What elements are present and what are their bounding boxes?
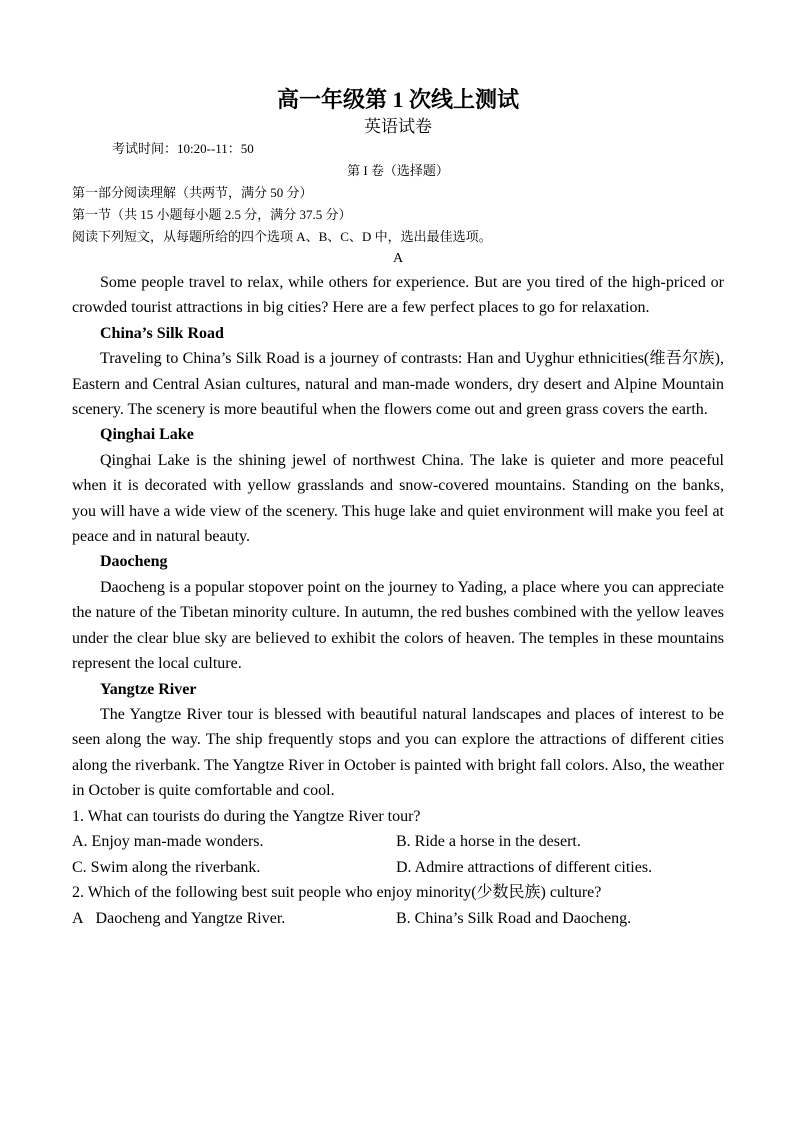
question-2: [72, 880, 724, 931]
intro-paragraph: Some people travel to relax, while others for experience. But are you tired of the high-priced or crowded tourist attractions in big cities? Here are a few perfect places to go for relaxation.: [72, 274, 724, 317]
place-silk-road: [72, 321, 724, 423]
instructions: 阅读下列短文，从每题所给的四个选项 A、B、C、D 中，选出最佳选项。: [72, 229, 492, 244]
place-heading: Yangtze River: [100, 680, 197, 698]
question-1: [72, 804, 724, 881]
option-a: A. Enjoy man-made wonders.: [72, 833, 264, 851]
place-heading: Qinghai Lake: [100, 426, 194, 444]
option-row: [72, 829, 724, 855]
place-paragraph: Traveling to China’s Silk Road is a journey of contrasts: Han and Uyghur ethnicities(维吾尔族), Eastern and Central Asian cultures, natural and man-made wonders, dry desert and Alpine Mountain scenery. The scenery is more beautiful when the flowers come out and green grass covers the earth.: [72, 350, 724, 419]
option-c: C. Swim along the riverbank.: [72, 858, 261, 876]
place-paragraph: Qinghai Lake is the shining jewel of northwest China. The lake is quieter and more peaceful when it is decorated with yellow grasslands and snow-covered mountains. Standing on the banks, you will have a wide view of the scenery. This huge lake and quiet environment will make you feel at peace and in natural beauty.: [72, 451, 724, 546]
question-stem: 2. Which of the following best suit people who enjoy minority(少数民族) culture?: [72, 884, 602, 902]
option-a: A Daocheng and Yangtze River.: [72, 909, 286, 927]
exam-time: 考试时间：10:20--11：50: [112, 141, 254, 156]
option-b: B. China’s Silk Road and Daocheng.: [396, 909, 632, 927]
place-daocheng: [72, 549, 724, 676]
place-paragraph: Daocheng is a popular stopover point on the journey to Yading, a place where you can appreciate the nature of the Tibetan minority culture. In autumn, the red bushes combined with the yellow leaves under the clear blue sky are believed to exhibit the colors of heaven. The temples in these mountains represent the local culture.: [72, 578, 724, 673]
place-heading: Daocheng: [100, 553, 168, 571]
option-b: B. Ride a horse in the desert.: [396, 833, 581, 851]
option-d: D. Admire attractions of different cities.: [396, 858, 653, 876]
passage-letter: A: [392, 251, 404, 266]
section-one-heading: 第一节（共 15 小题每小题 2.5 分，满分 37.5 分）: [72, 207, 352, 222]
place-heading: China’s Silk Road: [100, 324, 224, 342]
question-stem: 1. What can tourists do during the Yangtze River tour?: [72, 807, 421, 825]
part-one-heading: 第一部分阅读理解（共两节，满分 50 分）: [72, 185, 313, 200]
exam-title: 高一年级第 1 次线上测试: [276, 87, 519, 112]
place-paragraph: The Yangtze River tour is blessed with beautiful natural landscapes and places of interest to be seen along the way. The ship frequently stops and you can explore the attractions of different cities along the riverbank. The Yangtze River in October is painted with bright fall colors. Also, the weather in October is quite comfortable and cool.: [72, 705, 724, 800]
option-row: [72, 855, 724, 881]
exam-subtitle: 英语试卷: [364, 117, 432, 136]
place-yangtze-river: [72, 677, 724, 804]
option-row: [72, 906, 724, 932]
volume-heading: 第 I 卷（选择题）: [347, 163, 449, 178]
exam-page: [72, 84, 724, 932]
place-qinghai-lake: [72, 422, 724, 549]
